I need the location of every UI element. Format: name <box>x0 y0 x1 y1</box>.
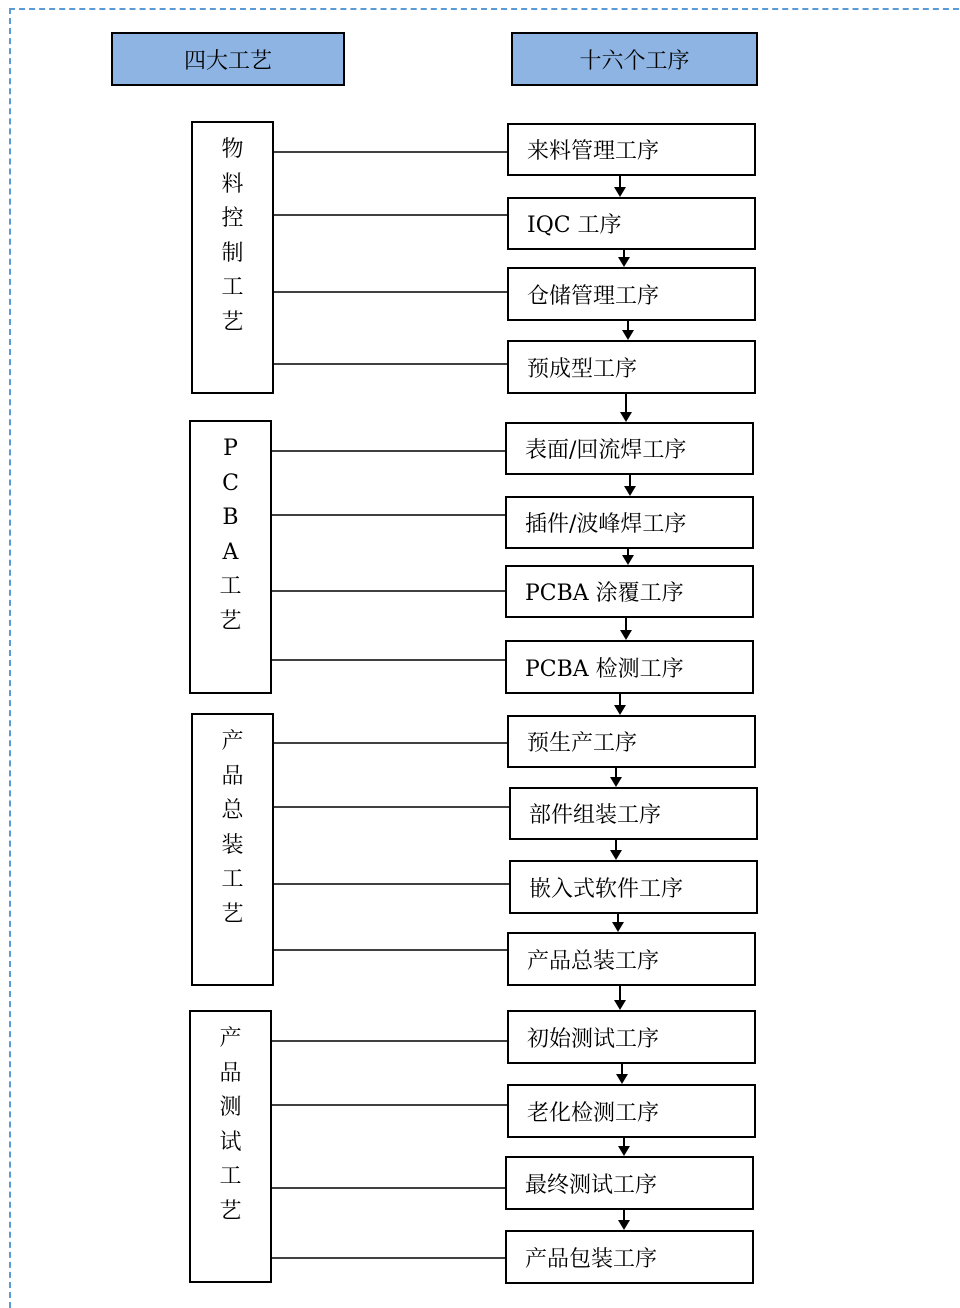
process-box <box>507 340 756 394</box>
flow-arrow <box>618 1210 630 1230</box>
process-box <box>505 640 754 694</box>
process-label: 部件组装工序 <box>529 803 662 828</box>
process-label: 预成型工序 <box>527 356 638 382</box>
category-box <box>191 121 274 394</box>
process-box <box>507 1084 756 1138</box>
category-char: 产 <box>221 729 244 754</box>
flow-arrow <box>620 394 632 422</box>
process-box <box>507 123 756 176</box>
flow-arrow <box>622 321 634 340</box>
process-box <box>509 860 758 914</box>
process-box <box>505 496 754 549</box>
flow-arrow <box>610 840 622 860</box>
category-char: B <box>222 505 239 531</box>
process-box <box>505 1156 754 1210</box>
flow-arrow <box>624 475 636 496</box>
category-char: 品 <box>221 763 244 789</box>
process-label: 来料管理工序 <box>527 139 660 164</box>
process-label: IQC 工序 <box>527 213 622 238</box>
category-char: 艺 <box>219 608 242 634</box>
process-label: 初始测试工序 <box>527 1026 660 1052</box>
flow-arrow <box>612 914 624 932</box>
flow-arrow <box>618 250 630 267</box>
category-char: 艺 <box>219 1198 242 1224</box>
category-char: 制 <box>221 240 244 266</box>
process-box <box>509 787 758 840</box>
flow-arrow <box>614 176 626 197</box>
category-char: 控 <box>221 206 244 232</box>
flow-arrow <box>614 694 626 715</box>
header-four-processes-label: 四大工艺 <box>183 48 272 74</box>
category-char: 总 <box>221 798 244 824</box>
category-char: 物 <box>221 137 244 162</box>
category-box <box>191 713 274 986</box>
category-char: 产 <box>219 1026 242 1051</box>
category-char: 品 <box>219 1060 242 1086</box>
category-char: 工 <box>221 867 244 893</box>
flow-arrow <box>618 1138 630 1156</box>
flow-arrow <box>620 618 632 640</box>
flow-arrow <box>616 1064 628 1084</box>
process-label: 最终测试工序 <box>525 1172 658 1198</box>
process-label: 表面/回流焊工序 <box>525 438 687 463</box>
header-sixteen-steps-label: 十六个工序 <box>579 48 690 74</box>
category-char: 工 <box>219 1164 242 1190</box>
process-box <box>505 1230 754 1284</box>
category-char: C <box>222 470 239 496</box>
category-char: 工 <box>221 275 244 301</box>
process-box <box>507 267 756 321</box>
process-box <box>507 932 756 986</box>
process-box <box>507 715 756 768</box>
category-char: 装 <box>221 832 244 858</box>
category-box <box>189 420 272 694</box>
category-char: A <box>222 539 239 565</box>
process-label: 插件/波峰焊工序 <box>525 512 687 537</box>
category-char: 工 <box>219 574 242 600</box>
process-box <box>505 422 754 475</box>
process-box <box>507 1010 756 1064</box>
process-label: 产品包装工序 <box>525 1246 658 1272</box>
category-char: 料 <box>221 171 244 197</box>
process-label: 预生产工序 <box>527 731 638 756</box>
category-char: 测 <box>219 1095 242 1121</box>
process-box <box>505 565 754 618</box>
category-char: P <box>223 436 238 461</box>
flow-arrow <box>622 549 634 565</box>
process-label: PCBA 涂覆工序 <box>525 581 684 606</box>
category-char: 艺 <box>221 309 244 335</box>
process-box <box>507 197 756 250</box>
process-label: 产品总装工序 <box>527 948 660 974</box>
process-label: 嵌入式软件工序 <box>529 876 684 902</box>
process-label: 仓储管理工序 <box>527 283 660 309</box>
category-char: 艺 <box>221 901 244 927</box>
process-label: 老化检测工序 <box>527 1100 660 1126</box>
flow-arrow <box>614 986 626 1010</box>
category-char: 试 <box>219 1129 242 1155</box>
flow-arrow <box>610 768 622 787</box>
category-box <box>189 1010 272 1283</box>
process-label: PCBA 检测工序 <box>525 656 684 682</box>
